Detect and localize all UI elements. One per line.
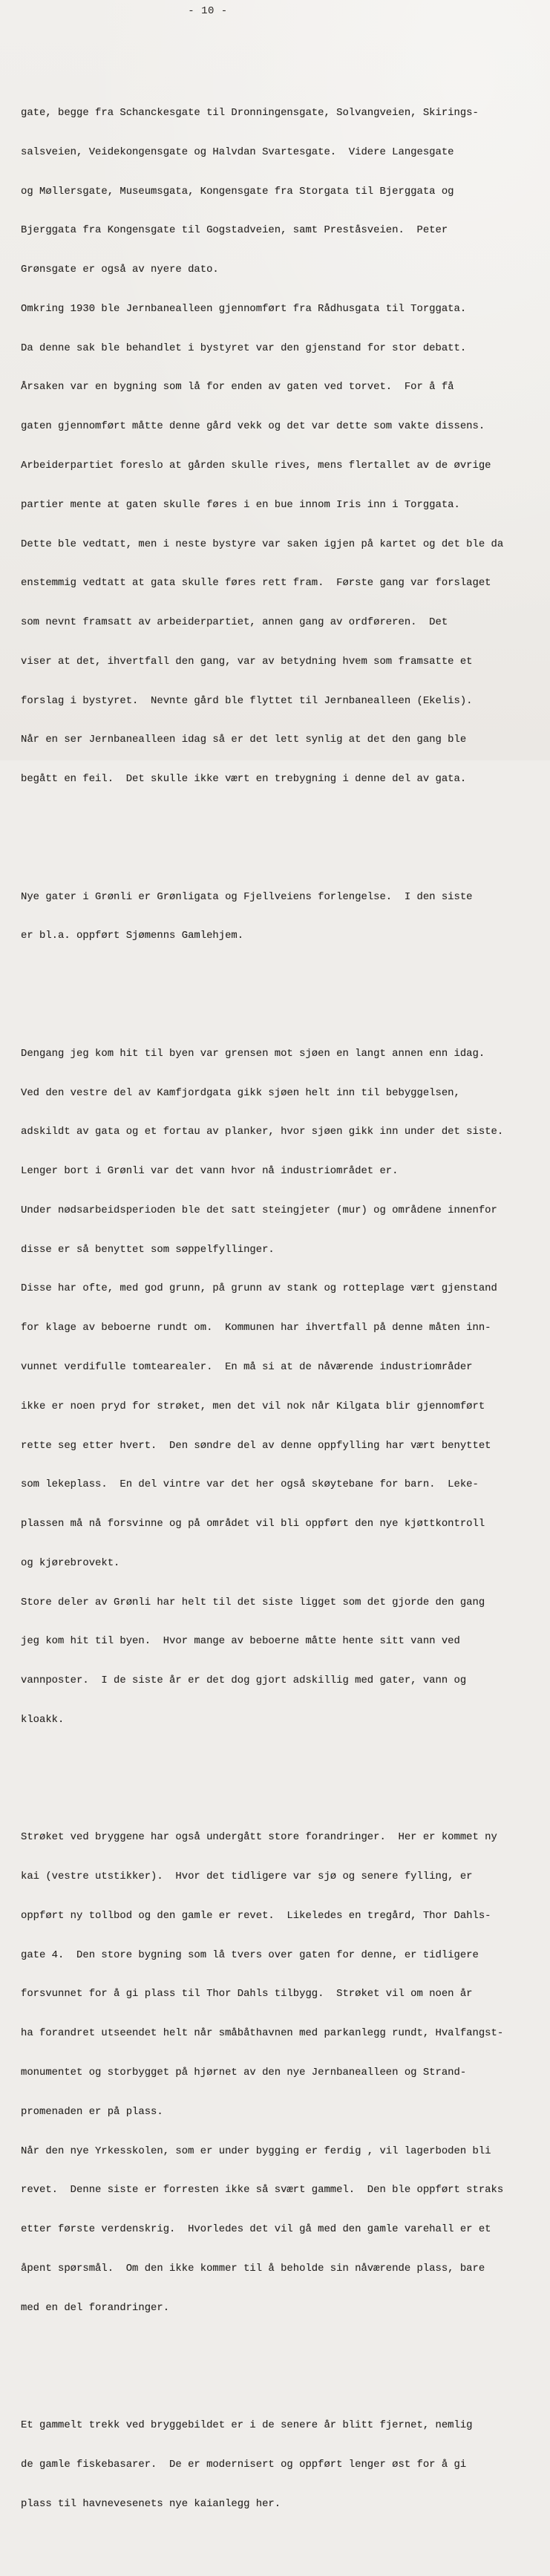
text-line: Disse har ofte, med god grunn, på grunn av stank og rotteplage vært gjenstand	[21, 1282, 497, 1295]
text-line: Nye gater i Grønli er Grønligata og Fjellveiens forlengelse. I den siste	[21, 890, 473, 903]
text-line: plass til havnevesenets nye kaianlegg her.	[21, 2497, 281, 2510]
text-line: åpent spørsmål. Om den ikke kommer til å beholde sin nåværende plass, bare	[21, 2262, 485, 2275]
text-line: promenaden er på plass.	[21, 2105, 163, 2118]
page-number: - 10 -	[188, 5, 228, 17]
text-line: revet. Denne siste er forresten ikke så svært gammel. Den ble oppført straks	[21, 2184, 504, 2197]
text-line: ha forandret utseendet helt når småbåthavnen med parkanlegg rundt, Hvalfangst-	[21, 2027, 504, 2040]
text-line: Dengang jeg kom hit til byen var grensen mot sjøen en langt annen enn idag.	[21, 1047, 485, 1060]
text-line: gate 4. Den store bygning som lå tvers over gaten for denne, er tidligere	[21, 1949, 479, 1961]
text-line: Da denne sak ble behandlet i bystyret var den gjenstand for stor debatt.	[21, 342, 467, 354]
paragraph-bryggene	[21, 1805, 540, 2341]
text-line: gaten gjennomført måtte denne gård vekk og det var dette som vakte dissens.	[21, 420, 485, 433]
text-line: vannposter. I de siste år er det dog gjort adskillig med gater, vann og	[21, 1675, 467, 1687]
text-line: Grønsgate er også av nyere dato.	[21, 264, 219, 276]
text-line: Dette ble vedtatt, men i neste bystyre var saken igjen på kartet og det ble da	[21, 538, 504, 550]
text-line: Omkring 1930 ble Jernbanealleen gjennomført fra Rådhusgata til Torggata.	[21, 302, 467, 315]
text-line: rette seg etter hvert. Den søndre del av denne oppfylling har vært benyttet	[21, 1439, 491, 1452]
text-line: vunnet verdifulle tomtearealer. En må si at de nåværende industriområder	[21, 1360, 473, 1373]
text-line: og kjørebrovekt.	[21, 1556, 120, 1569]
text-line: Strøket ved bryggene har også undergått store forandringer. Her er kommet ny	[21, 1831, 497, 1844]
text-line: som nevnt framsatt av arbeiderpartiet, annen gang av ordføreren. Det	[21, 616, 448, 629]
text-line: salsveien, Veidekongensgate og Halvdan Svartesgate. Videre Langesgate	[21, 146, 454, 158]
text-line: etter første verdenskrig. Hvorledes det vil gå med den gamle varehall er et	[21, 2223, 491, 2236]
paragraph-fiskebasarer	[21, 2393, 540, 2537]
text-line: partier mente at gaten skulle føres i en bue innom Iris inn i Torggata.	[21, 498, 460, 511]
text-line: forsvunnet for å gi plass til Thor Dahls tilbygg. Strøket vil om noen år	[21, 1988, 473, 2001]
text-line: kloakk.	[21, 1714, 65, 1726]
text-line: for klage av beboerne rundt om. Kommunen har ihvertfall på denne måten inn-	[21, 1322, 491, 1334]
text-line: oppført ny tollbod og den gamle er revet. Likeledes en tregård, Thor Dahls-	[21, 1909, 491, 1922]
text-line: de gamle fiskebasarer. De er modernisert og oppført lenger øst for å gi	[21, 2458, 467, 2471]
text-line: gate, begge fra Schanckesgate til Dronningensgate, Solvangveien, Skirings-	[21, 106, 479, 119]
text-line: Ved den vestre del av Kamfjordgata gikk sjøen helt inn til bebyggelsen,	[21, 1086, 460, 1099]
text-line: Bjerggata fra Kongensgate til Gogstadveien, samt Preståsveien. Peter	[21, 224, 448, 237]
text-line: og Møllersgate, Museumsgata, Kongensgate fra Storgata til Bjerggata og	[21, 185, 454, 198]
text-line: Årsaken var en bygning som lå for enden av gaten ved torvet. For å få	[21, 381, 454, 394]
text-line: forslag i bystyret. Nevnte gård ble flyttet til Jernbanealleen (Ekelis).	[21, 694, 473, 707]
text-line: Under nødsarbeidsperioden ble det satt steingjeter (mur) og områdene innenfor	[21, 1204, 497, 1216]
paragraph-gronli-new-streets	[21, 864, 540, 969]
text-line: jeg kom hit til byen. Hvor mange av beboerne måtte hente sitt vann ved	[21, 1635, 460, 1648]
text-line: adskildt av gata og et fortau av planker, hvor sjøen gikk inn under det siste.	[21, 1126, 504, 1138]
text-line: Lenger bort i Grønli var det vann hvor nå industriområdet er.	[21, 1165, 399, 1178]
text-line: er bl.a. oppført Sjømenns Gamlehjem.	[21, 930, 244, 942]
text-line: Et gammelt trekk ved bryggebildet er i de senere år blitt fjernet, nemlig	[21, 2419, 473, 2432]
text-line: som lekeplass. En del vintre var det her også skøytebane for barn. Leke-	[21, 1478, 479, 1491]
text-line: enstemmig vedtatt at gata skulle føres rett fram. Første gang var forslaget	[21, 577, 491, 590]
text-line: plassen må nå forsvinne og på området vil bli oppført den nye kjøttkontroll	[21, 1518, 485, 1530]
paragraph-sea-border	[21, 1022, 540, 1753]
text-line: disse er så benyttet som søppelfyllinger.	[21, 1243, 275, 1256]
document-body	[21, 42, 540, 2576]
text-line: Store deler av Grønli har helt til det siste ligget som det gjorde den gang	[21, 1596, 485, 1608]
text-line: Arbeiderpartiet foreslo at gården skulle rives, mens flertallet av de øvrige	[21, 460, 491, 472]
text-line: Når den nye Yrkesskolen, som er under bygging er ferdig , vil lagerboden bli	[21, 2145, 491, 2157]
text-line: viser at det, ihvertfall den gang, var av betydning hvem som framsatte et	[21, 655, 473, 668]
text-line: kai (vestre utstikker). Hvor det tidligere var sjø og senere fylling, er	[21, 1871, 473, 1883]
text-line: ikke er noen pryd for strøket, men det vil nok når Kilgata blir gjennomført	[21, 1400, 485, 1412]
text-line: Når en ser Jernbanealleen idag så er det lett synlig at det den gang ble	[21, 734, 467, 746]
text-line: monumentet og storbygget på hjørnet av den nye Jernbanealleen og Strand-	[21, 2067, 467, 2079]
paragraph-streets-and-jernbanealleen	[21, 81, 540, 812]
text-line: begått en feil. Det skulle ikke vært en trebygning i denne del av gata.	[21, 773, 467, 786]
text-line: med en del forandringer.	[21, 2301, 170, 2314]
